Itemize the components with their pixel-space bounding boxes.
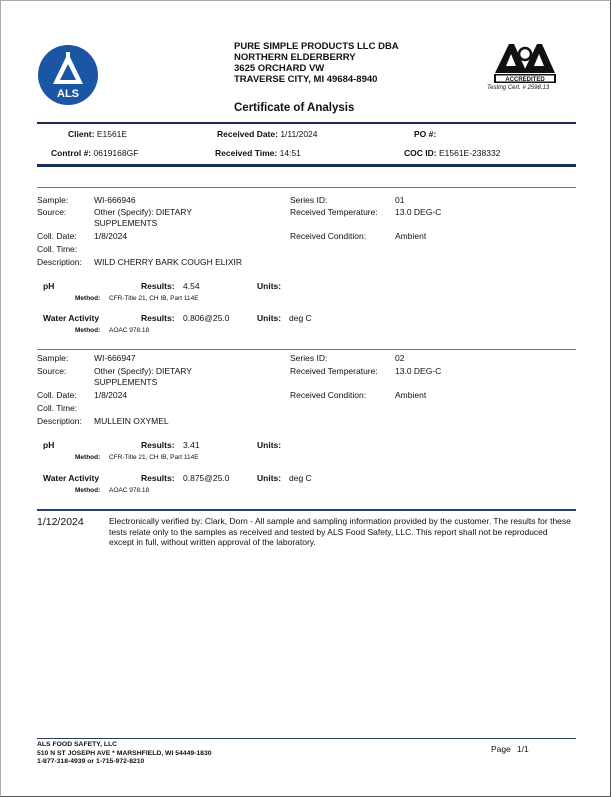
source-label: Source: <box>37 366 67 376</box>
sample-divider <box>37 349 576 350</box>
series-id-value: 02 <box>395 353 405 363</box>
coll-date-value: 1/8/2024 <box>94 231 128 241</box>
verification-statement: Electronically verified by: Clark, Dorn - All sample and sampling information provided by the customer. The results for these tests relate only to the samples as received and tested by ALS Food Safety, LLC. This report shall not be reproduced except in full, without written approval of the laboratory. <box>109 516 571 548</box>
description-value: WILD CHERRY BARK COUGH ELIXIR <box>94 257 242 267</box>
coll-date-label: Coll. Date: <box>37 231 77 241</box>
results-label: Results: <box>141 281 175 291</box>
sample-id: WI-666947 <box>94 353 136 363</box>
received-temperature-label: Received Temperature: <box>290 207 378 217</box>
verification-rule <box>37 509 576 511</box>
received-temperature-value: 13.0 DEG-C <box>395 366 442 376</box>
footer-address-block <box>37 741 212 767</box>
units-label: Units: <box>257 440 282 450</box>
method-value: CFR-Title 21, CH IB, Part 114E <box>109 454 199 461</box>
client-label: Client: <box>68 129 95 139</box>
a2la-accreditation-badge <box>489 41 561 91</box>
series-id-label: Series ID: <box>290 353 328 363</box>
source-value-line2: SUPPLEMENTS <box>94 218 158 228</box>
results-label: Results: <box>141 440 175 450</box>
received-condition-value: Ambient <box>395 390 427 400</box>
accredited-label: ACCREDITED <box>505 77 545 83</box>
source-value-line2: SUPPLEMENTS <box>94 377 158 387</box>
source-label: Source: <box>37 207 67 217</box>
lab-address-block <box>234 41 399 85</box>
address-line-2: NORTHERN ELDERBERRY <box>234 52 356 63</box>
method-label: Method: <box>75 487 101 494</box>
coll-time-label: Coll. Time: <box>37 244 78 254</box>
po-label: PO #: <box>414 129 437 139</box>
method-label: Method: <box>75 454 101 461</box>
test-name: Water Activity <box>43 313 100 323</box>
address-line-4: TRAVERSE CITY, MI 49684-8940 <box>234 74 378 85</box>
test-name: Water Activity <box>43 473 100 483</box>
page-label: Page <box>491 744 511 754</box>
series-id-label: Series ID: <box>290 195 328 205</box>
series-id-value: 01 <box>395 195 405 205</box>
result-value: 0.806@25.0 <box>183 313 230 323</box>
received-time-label: Received Time: <box>215 148 278 158</box>
sample-label: Sample: <box>37 353 69 363</box>
result-value: 0.875@25.0 <box>183 473 230 483</box>
units-value: deg C <box>289 473 312 483</box>
units-label: Units: <box>257 473 282 483</box>
logo-text: ALS <box>57 88 79 100</box>
source-value-line1: Other (Specify): DIETARY <box>94 207 192 217</box>
footer-address: 510 N ST JOSEPH AVE * MARSHFIELD, WI 54449-1830 <box>37 749 212 757</box>
address-line-3: 3625 ORCHARD VW <box>234 63 325 74</box>
coll-date-label: Coll. Date: <box>37 390 77 400</box>
po-field <box>414 129 436 139</box>
received-time-value: 14:51 <box>279 148 301 158</box>
received-date-field <box>217 129 318 139</box>
results-label: Results: <box>141 313 175 323</box>
als-logo <box>37 44 99 106</box>
received-time-field <box>215 148 301 158</box>
test-name: pH <box>43 440 55 450</box>
header-top-rule <box>37 122 576 124</box>
result-value: 4.54 <box>183 281 200 291</box>
received-condition-label: Received Condition: <box>290 390 367 400</box>
received-temperature-label: Received Temperature: <box>290 366 378 376</box>
units-label: Units: <box>257 313 282 323</box>
coll-date-value: 1/8/2024 <box>94 390 128 400</box>
page-value: 1/1 <box>516 744 529 754</box>
sample-label: Sample: <box>37 195 69 205</box>
header-bottom-rule <box>37 164 576 167</box>
received-date-value: 1/11/2024 <box>280 129 318 139</box>
coc-id-label: COC ID: <box>404 148 437 158</box>
method-label: Method: <box>75 327 101 334</box>
method-label: Method: <box>75 295 101 302</box>
units-label: Units: <box>257 281 282 291</box>
control-label: Control #: <box>51 148 92 158</box>
method-value: AOAC 978.18 <box>109 327 150 334</box>
units-value: deg C <box>289 313 312 323</box>
footer-rule <box>37 738 576 739</box>
page-number <box>491 744 529 754</box>
received-date-label: Received Date: <box>217 129 278 139</box>
method-value: CFR-Title 21, CH IB, Part 114E <box>109 295 199 302</box>
client-value: E1561E <box>96 129 128 139</box>
footer-company: ALS FOOD SAFETY, LLC <box>37 741 118 748</box>
received-condition-value: Ambient <box>395 231 427 241</box>
testing-cert-number: Testing Cert. # 2598.13 <box>487 85 550 91</box>
document-title: Certificate of Analysis <box>234 102 355 114</box>
source-value-line1: Other (Specify): DIETARY <box>94 366 192 376</box>
control-field <box>51 148 138 158</box>
received-condition-label: Received Condition: <box>290 231 367 241</box>
description-value: MULLEIN OXYMEL <box>94 416 169 426</box>
client-field <box>68 129 127 139</box>
sample-id: WI-666946 <box>94 195 136 205</box>
footer-phone: 1-877-318-4939 or 1-715-972-8210 <box>37 758 145 765</box>
sample-section-top-rule <box>37 187 576 188</box>
coc-id-field <box>404 148 500 158</box>
verification-date: 1/12/2024 <box>37 516 84 528</box>
description-label: Description: <box>37 416 82 426</box>
method-value: AOAC 978.18 <box>109 487 150 494</box>
results-label: Results: <box>141 473 175 483</box>
description-label: Description: <box>37 257 82 267</box>
control-value: 0619168GF <box>93 148 139 158</box>
coc-id-value: E1561E-238332 <box>438 148 501 158</box>
address-line-1: PURE SIMPLE PRODUCTS LLC DBA <box>234 41 399 52</box>
received-temperature-value: 13.0 DEG-C <box>395 207 442 217</box>
test-name: pH <box>43 281 55 291</box>
result-value: 3.41 <box>183 440 200 450</box>
coll-time-label: Coll. Time: <box>37 403 78 413</box>
